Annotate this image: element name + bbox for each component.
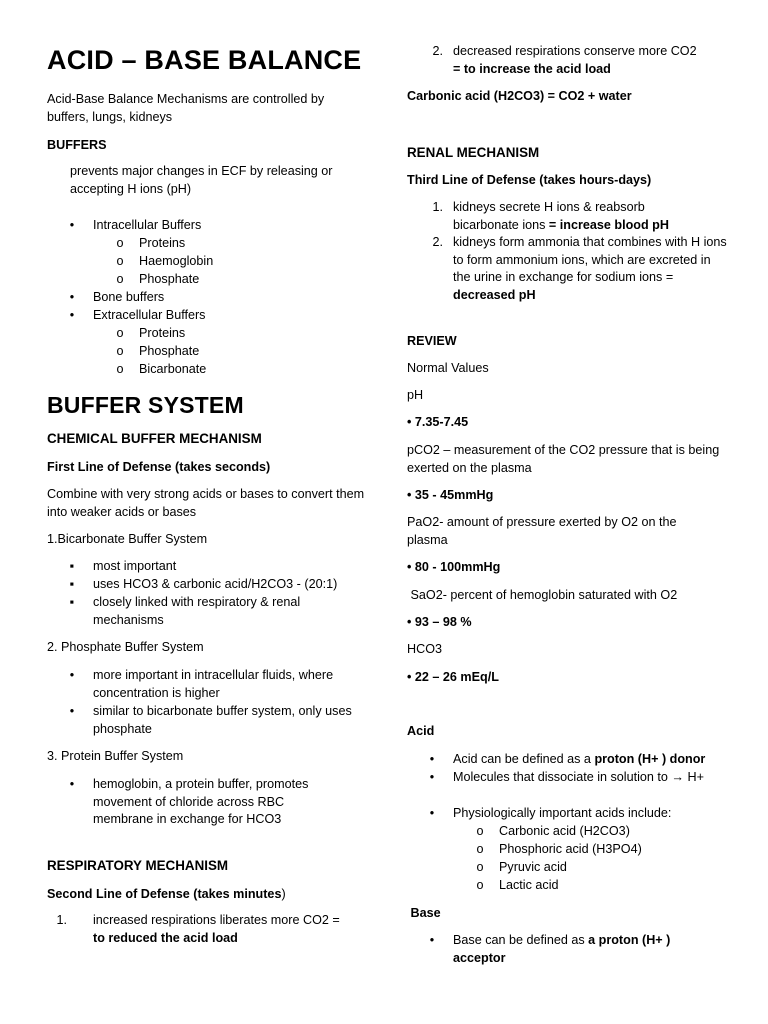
renal-item-1: 1. kidneys secrete H ions & reabsorb bicarbonate ions = increase blood pH bbox=[432, 200, 669, 232]
list-item: • hemoglobin, a protein buffer, promotes movement of chloride across RBC membrane in exchange for HCO3 bbox=[47, 776, 365, 830]
bullet-icon: • bbox=[69, 290, 75, 304]
acid-heading: Acid bbox=[407, 724, 435, 738]
circle-bullet-icon: o bbox=[116, 344, 124, 358]
base-list bbox=[407, 932, 727, 968]
bullet-icon: • bbox=[429, 933, 435, 947]
list-item: • Extracellular Buffers bbox=[47, 307, 365, 325]
circle-bullet-icon: o bbox=[116, 362, 124, 376]
list-item: o Phosphate bbox=[47, 343, 365, 361]
bicarbonate-list bbox=[47, 558, 365, 630]
renal-heading: RENAL MECHANISM bbox=[407, 145, 540, 160]
circle-bullet-icon: o bbox=[116, 236, 124, 250]
ph-value: • 7.35-7.45 bbox=[407, 415, 469, 429]
buffer-list bbox=[47, 217, 365, 379]
sao2-description: SaO2- percent of hemoglobin saturated with O2 bbox=[407, 588, 678, 602]
list-item: ▪ closely linked with respiratory & renal mechanisms bbox=[47, 594, 365, 630]
bullet-icon: • bbox=[429, 770, 435, 784]
hco3-value: • 22 – 26 mEq/L bbox=[407, 670, 499, 684]
list-item: • Molecules that dissociate in solution to → H+ bbox=[407, 769, 727, 805]
list-item: o Pyruvic acid bbox=[407, 859, 727, 877]
list-item: o Phosphate bbox=[47, 271, 365, 289]
bullet-icon: • bbox=[429, 752, 435, 766]
bullet-icon: • bbox=[69, 668, 75, 682]
buffers-heading: BUFFERS bbox=[47, 138, 107, 152]
list-item: • Acid can be defined as a proton (H+ ) donor bbox=[407, 751, 727, 769]
list-item: o Bicarbonate bbox=[47, 361, 365, 379]
bullet-icon: • bbox=[69, 704, 75, 718]
circle-bullet-icon: o bbox=[116, 272, 124, 286]
circle-bullet-icon: o bbox=[476, 842, 484, 856]
buffer-system-heading: BUFFER SYSTEM bbox=[47, 392, 244, 418]
list-item: ▪ most important bbox=[47, 558, 365, 576]
circle-bullet-icon: o bbox=[476, 878, 484, 892]
respiratory-heading: RESPIRATORY MECHANISM bbox=[47, 858, 229, 873]
protein-title: 3. Protein Buffer System bbox=[47, 749, 184, 763]
list-item: o Phosphoric acid (H3PO4) bbox=[407, 841, 727, 859]
base-heading: Base bbox=[407, 906, 441, 920]
bullet-icon: • bbox=[429, 806, 435, 820]
bicarbonate-title: 1.Bicarbonate Buffer System bbox=[47, 532, 208, 546]
pao2-value: • 80 - 100mmHg bbox=[407, 560, 501, 574]
pco2-value: • 35 - 45mmHg bbox=[407, 488, 494, 502]
list-item: • Bone buffers bbox=[47, 289, 365, 307]
list-item: o Carbonic acid (H2CO3) bbox=[407, 823, 727, 841]
square-bullet-icon: ▪ bbox=[69, 577, 75, 591]
square-bullet-icon: ▪ bbox=[69, 559, 75, 573]
list-item: o Proteins bbox=[47, 235, 365, 253]
respiratory-defense-line: Second Line of Defense (takes minutes) bbox=[47, 887, 286, 901]
pao2-description: PaO2- amount of pressure exerted by O2 on the plasma bbox=[407, 515, 677, 547]
bullet-icon: • bbox=[69, 218, 75, 232]
circle-bullet-icon: o bbox=[116, 254, 124, 268]
list-item: o Proteins bbox=[47, 325, 365, 343]
pco2-description: pCO2 – measurement of the CO2 pressure that is being exerted on the plasma bbox=[407, 443, 720, 475]
ph-label: pH bbox=[407, 388, 424, 402]
protein-list bbox=[47, 776, 365, 830]
respiratory-item-1: 1. increased respirations liberates more CO2 = to reduced the acid load bbox=[56, 913, 340, 945]
list-item: • Intracellular Buffers bbox=[47, 217, 365, 235]
renal-item-2: 2. kidneys form ammonia that combines with H ions to form ammonium ions, which are excreted in the urine in exchange for sodium ions = decreased pH bbox=[432, 235, 727, 302]
chemical-description: Combine with very strong acids or bases to convert them into weaker acids or bases bbox=[47, 487, 365, 519]
normal-values-label: Normal Values bbox=[407, 361, 489, 375]
carbonic-acid-formula: Carbonic acid (H2CO3) = CO2 + water bbox=[407, 89, 632, 103]
chemical-defense-line: First Line of Defense (takes seconds) bbox=[47, 460, 271, 474]
sao2-value: • 93 – 98 % bbox=[407, 615, 472, 629]
respiratory-item-2: 2. decreased respirations conserve more CO2 = to increase the acid load bbox=[432, 44, 697, 76]
page-title: ACID – BASE BALANCE bbox=[47, 45, 362, 75]
list-item: • more important in intracellular fluids, where concentration is higher bbox=[47, 667, 365, 703]
review-heading: REVIEW bbox=[407, 334, 457, 348]
square-bullet-icon: ▪ bbox=[69, 595, 75, 609]
circle-bullet-icon: o bbox=[476, 824, 484, 838]
list-item: ▪ uses HCO3 & carbonic acid/H2CO3 - (20:1) bbox=[47, 576, 365, 594]
acid-list bbox=[407, 751, 727, 895]
list-item: o Haemoglobin bbox=[47, 253, 365, 271]
circle-bullet-icon: o bbox=[476, 860, 484, 874]
list-item: • Physiologically important acids include: bbox=[407, 805, 727, 823]
circle-bullet-icon: o bbox=[116, 326, 124, 340]
phosphate-list bbox=[47, 667, 365, 739]
list-item: • Base can be defined as a proton (H+ ) acceptor bbox=[407, 932, 727, 968]
list-item: • similar to bicarbonate buffer system, only uses phosphate bbox=[47, 703, 365, 739]
buffers-description: prevents major changes in ECF by releasing or accepting H ions (pH) bbox=[70, 164, 333, 196]
chemical-heading: CHEMICAL BUFFER MECHANISM bbox=[47, 431, 262, 446]
intro-text: Acid-Base Balance Mechanisms are controlled by buffers, lungs, kidneys bbox=[47, 92, 325, 124]
phosphate-title: 2. Phosphate Buffer System bbox=[47, 640, 204, 654]
renal-defense-line: Third Line of Defense (takes hours-days) bbox=[407, 173, 652, 187]
bullet-icon: • bbox=[69, 308, 75, 322]
hco3-label: HCO3 bbox=[407, 642, 442, 656]
list-item: o Lactic acid bbox=[407, 877, 727, 895]
bullet-icon: • bbox=[69, 777, 75, 791]
